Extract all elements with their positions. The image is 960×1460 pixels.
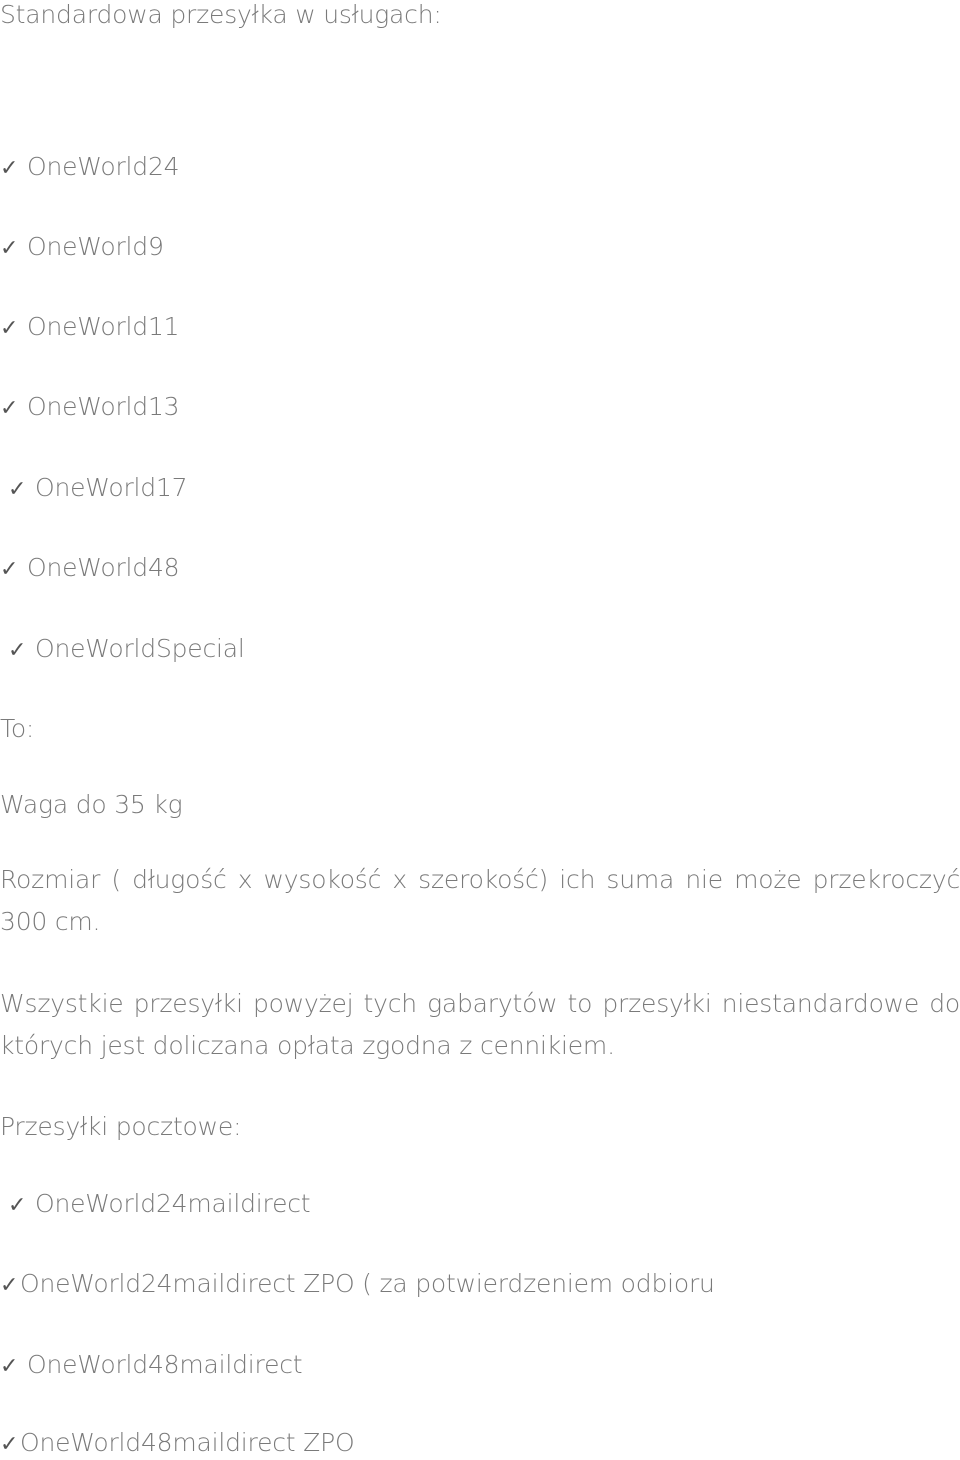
check-icon: ✓ — [0, 156, 19, 181]
service-label: OneWorld24 — [27, 152, 180, 181]
to-label: To: — [0, 714, 35, 743]
service-label: OneWorld48maildirect ZPO — [20, 1428, 355, 1457]
service-label: OneWorld9 — [27, 232, 164, 261]
postal-item-24maildirect-zpo — [0, 1269, 715, 1301]
service-item-oneworld48 — [0, 553, 179, 585]
service-label: OneWorld13 — [27, 392, 180, 421]
check-icon: ✓ — [0, 316, 19, 341]
service-label: OneWorld24maildirect — [35, 1189, 311, 1218]
service-label: OneWorld48maildirect — [27, 1350, 303, 1379]
check-icon: ✓ — [8, 477, 27, 502]
service-label: OneWorld11 — [27, 312, 180, 341]
check-icon: ✓ — [0, 236, 19, 261]
postal-item-24maildirect — [8, 1189, 310, 1221]
postal-item-48maildirect — [0, 1350, 302, 1382]
service-label: OneWorld48 — [27, 553, 180, 582]
postal-item-48maildirect-zpo — [0, 1428, 354, 1460]
check-icon: ✓ — [0, 1273, 19, 1298]
check-icon: ✓ — [0, 1432, 19, 1457]
service-item-oneworld13 — [0, 392, 179, 424]
oversize-text: Wszystkie przesyłki powyżej tych gabarytów to przesyłki niestandardowe do których jest doliczana opłata zgodna z cennikiem. — [0, 989, 960, 1060]
service-label: OneWorld24maildirect ZPO ( za potwierdzeniem odbioru — [20, 1269, 715, 1298]
check-icon: ✓ — [8, 1193, 27, 1218]
check-icon: ✓ — [0, 396, 19, 421]
check-icon: ✓ — [0, 1354, 19, 1379]
page-heading: Standardowa przesyłka w usługach: — [0, 0, 442, 29]
check-icon: ✓ — [8, 638, 27, 663]
service-item-oneworld9 — [0, 232, 164, 264]
service-label: OneWorld17 — [35, 473, 188, 502]
check-icon: ✓ — [0, 557, 19, 582]
weight-text: Waga do 35 kg — [0, 790, 183, 819]
service-item-oneworld24 — [0, 152, 179, 184]
service-item-oneworldspecial — [8, 634, 245, 666]
service-item-oneworld17 — [8, 473, 187, 505]
service-item-oneworld11 — [0, 312, 179, 344]
postal-heading: Przesyłki pocztowe: — [0, 1112, 242, 1141]
size-text: Rozmiar ( długość x wysokość x szerokość) ich suma nie może przekroczyć 300 cm. — [0, 865, 960, 936]
service-label: OneWorldSpecial — [35, 634, 245, 663]
